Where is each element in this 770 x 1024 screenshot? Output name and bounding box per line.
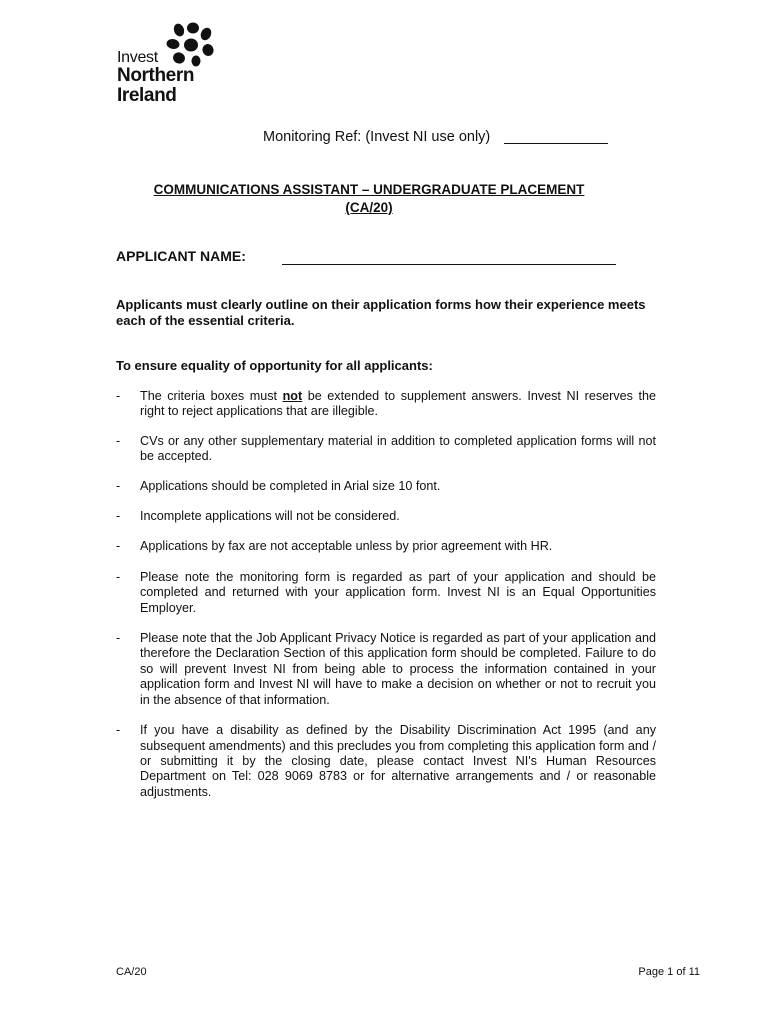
page-number: Page 1 of 11: [638, 966, 700, 978]
bullet-dash: -: [116, 433, 121, 448]
invest-ni-logo: [117, 22, 227, 114]
applicant-name-field: [116, 248, 246, 264]
applicant-name-line: [282, 264, 616, 265]
monitoring-ref-label: Monitoring Ref: (Invest NI use only): [263, 129, 491, 145]
bullet-text: Please note the monitoring form is regarded as part of your application and should be completed and returned with your application form. Invest NI is an Equal Opportunities Employer.: [140, 569, 656, 615]
bullet-dash: -: [116, 631, 121, 646]
monitoring-ref: [263, 129, 608, 145]
equality-heading: To ensure equality of opportunity for all applicants:: [116, 358, 433, 373]
list-item: [116, 389, 656, 420]
rules-list: [116, 389, 656, 800]
bullet-emphasis: not: [282, 389, 303, 403]
bullet-text: Please note that the Job Applicant Privacy Notice is regarded as part of your application and therefore the Declaration Section of this application form should be completed. Failure to do so will prevent Invest NI from being able to process the information contained in your application form and Invest NI will have to make a decision on whether or not to recruit you in the absence of that information.: [140, 631, 656, 707]
logo-wordmark: [117, 50, 194, 106]
logo-northern: Northern: [117, 65, 195, 86]
monitoring-ref-blank: [504, 129, 608, 144]
bullet-text: Applications should be completed in Arial size 10 font.: [140, 478, 441, 493]
logo-invest: Invest: [117, 49, 158, 66]
list-item: [116, 434, 656, 465]
list-item: [116, 723, 656, 800]
title-line2: (CA/20): [345, 200, 393, 215]
bullet-text: Incomplete applications will not be considered.: [140, 509, 400, 524]
document-title: [116, 181, 622, 217]
list-item: [116, 509, 656, 524]
intro-paragraph: Applicants must clearly outline on their application forms how their experience meets each of the essential criteria.: [116, 297, 646, 328]
title-line1: COMMUNICATIONS ASSISTANT – UNDERGRADUATE PLACEMENT: [153, 182, 585, 197]
bullet-text: CVs or any other supplementary material in addition to completed application forms will not be accepted.: [140, 433, 656, 464]
bullet-dash: -: [116, 509, 121, 524]
applicant-name-label: APPLICANT NAME:: [116, 248, 246, 264]
list-item: [116, 570, 656, 616]
list-item: [116, 631, 656, 708]
logo-ireland: Ireland: [117, 85, 177, 106]
bullet-text: be extended to supplement answers. Invest NI reserves the right to reject applications that are illegible.: [140, 389, 656, 419]
list-item: [116, 539, 656, 554]
footer-ref: CA/20: [116, 966, 147, 978]
bullet-dash: -: [116, 569, 121, 584]
bullet-text: Applications by fax are not acceptable unless by prior agreement with HR.: [140, 539, 553, 554]
bullet-dash: -: [116, 723, 121, 738]
bullet-dash: -: [116, 539, 121, 554]
bullet-dash: -: [116, 478, 121, 493]
list-item: [116, 479, 656, 494]
bullet-text: If you have a disability as defined by the Disability Discrimination Act 1995 (and any subsequent amendments) and this precludes you from completing this application form and / or submitting it by the closing date, please contact Invest NI's Human Resources Department on Tel: 028 9069 8783 or for alternative arrangements and / or reasonable adjustments.: [140, 723, 656, 799]
bullet-text: The criteria boxes must: [140, 389, 283, 403]
bullet-dash: -: [116, 389, 121, 403]
